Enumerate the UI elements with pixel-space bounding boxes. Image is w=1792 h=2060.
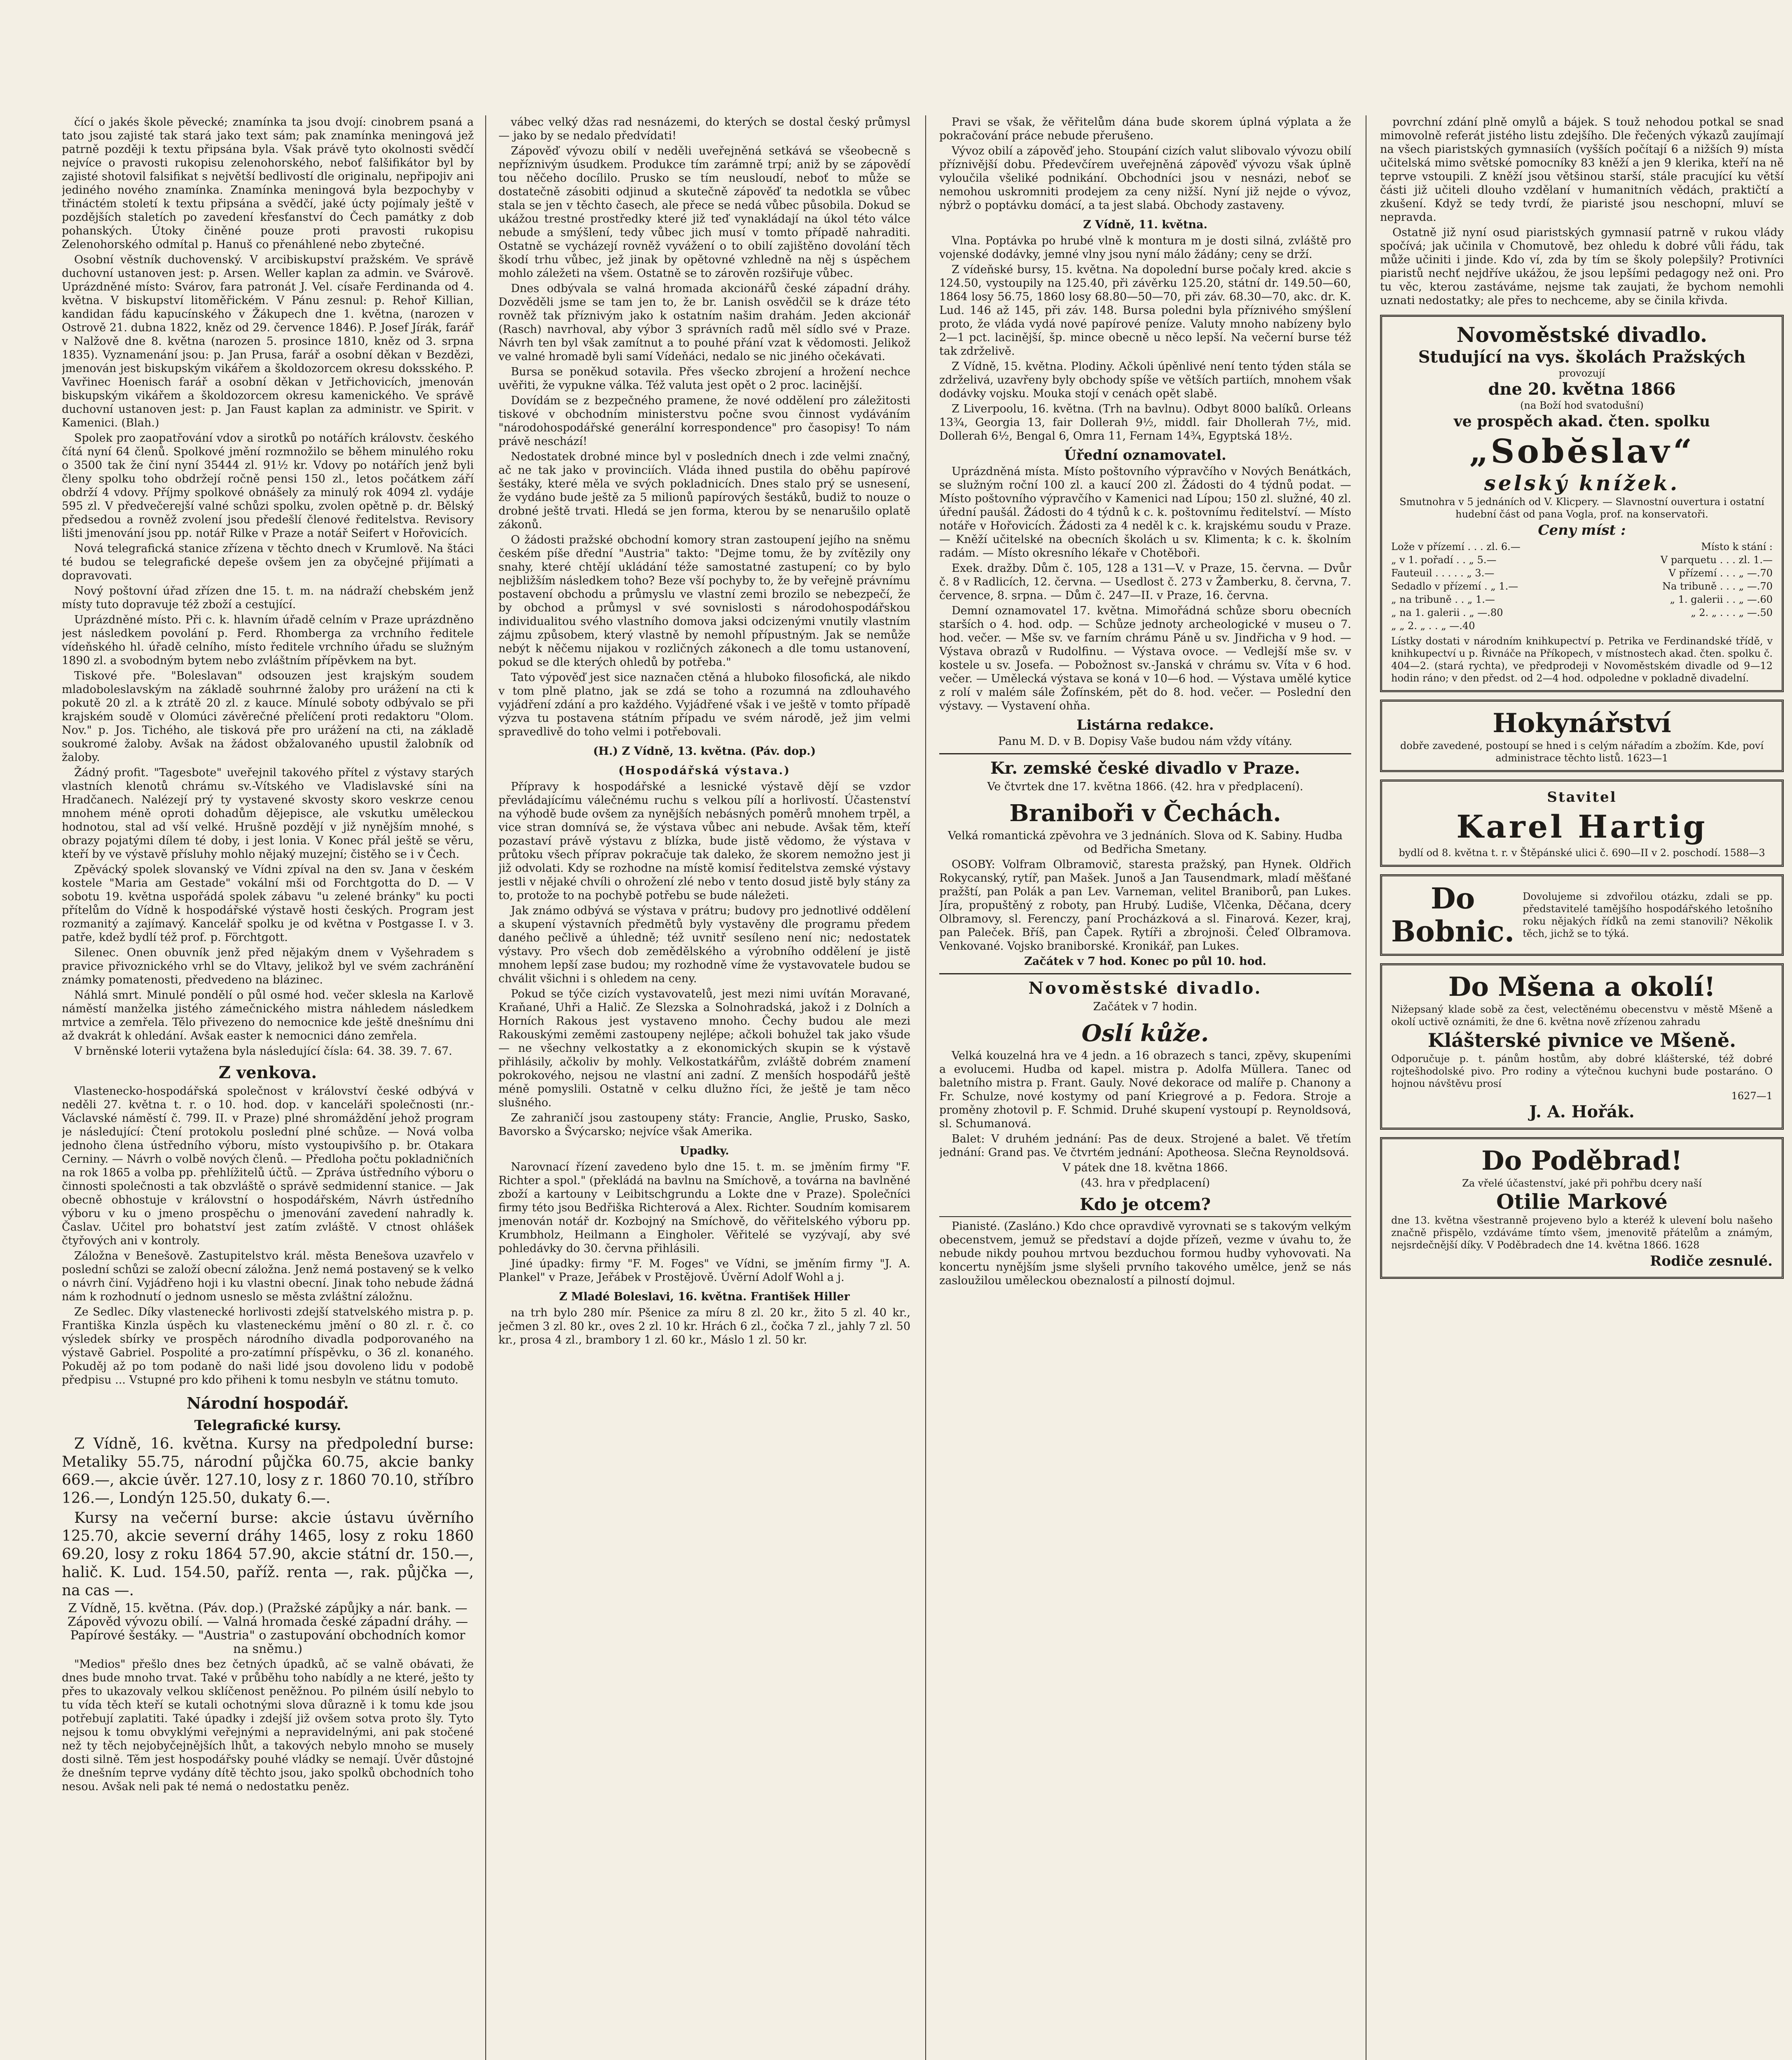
column-3	[939, 115, 1351, 2060]
ad-signature: J. A. Hořák.	[1529, 1102, 1635, 1121]
ad-text: ve prospěch akad. čten. spolku	[1453, 413, 1710, 430]
price-row	[1391, 580, 1773, 593]
article-paragraph: Narovnací řízení zavedeno bylo dne 15. t. m. se jměním firmy "F. Richter a spol." (překládá na bavlnu na Smíchově, a továrna na bavlněné zboží a kartouny v Leibitschgrundu a Lokte dne v Praze). Společníci firmy této jsou Bedřiška Richterová a Alex. Richter. Soudním komisarem jmenován notář dr. Kozbojný na Smíchově, do věřitelského výboru pp. Krumbholz, Heilmann a Eingholer. Věřitelé se vyzývají, aby své pohledávky do 30. června přihlásili.	[498, 1161, 910, 1255]
price-cell: „ 2. „ . . . „ —.50	[1691, 607, 1773, 618]
article-paragraph: vábec velký džas rad nesnázemi, do kterých se dostal český průmysl — jako by se nedalo předvídati!	[498, 116, 910, 142]
price-row	[1391, 553, 1773, 566]
theatre-heading: Novoměstské divadlo.	[939, 973, 1351, 998]
article-paragraph: Nový poštovní úřad zřízen dne 15. t. m. na nádraží chebském jenž místy tuto dopravuje též zboží a cestující.	[62, 585, 474, 611]
article-paragraph: Tato výpověď jest sice naznačen ctěná a hluboko filosofická, ale nikdo v tom plně platno, jak se zdá se toho a rozumná na zdlouhavého vyjádření zdání a pro každého. Vyjádřené však i ve ještě v tomto případě výzva tu postavena státním případu ve svém národě, jež jim velmi spravedlivě do toho velmi i potřebovali.	[498, 671, 910, 738]
article-paragraph: Náhlá smrt. Minulé pondělí o půl osmé hod. večer sklesla na Karlově náměstí manželka jistého zámečnického mistra náhledem následkem mrtvice a zemřela. Tělo přivezeno do nemocnice kde ještě dnešnímu dni až dvakrát k ohledání. Avšak easter k nemocnici dáno zemřela.	[62, 989, 474, 1042]
article-paragraph: Vlna. Poptávka po hrubé vlně k montura m je dosti silná, zvláště pro vojenské dodávky, jemné vlny jsou nyní málo žádány; ceny se drží.	[939, 234, 1351, 261]
section-heading: Národní hospodář.	[187, 1394, 349, 1412]
ad-date: dne 20. května 1866	[1488, 379, 1676, 399]
column-rule	[485, 115, 486, 2060]
price-cell: „ „ 2. „ . . „ —.40	[1391, 620, 1475, 632]
ad-title: selský knížek.	[1484, 471, 1680, 495]
report-heading: Z Vídně, 11. května.	[1083, 218, 1207, 231]
column-2	[498, 115, 910, 2060]
article-paragraph: Exek. dražby. Dům č. 105, 128 a 131—V. v Praze, 15. června. — Dvůr č. 8 v Radlicích, 12. června. — Usedlost č. 273 v Žamberku, 8. června, 7. července, 8. srpna. — Dům č. 247—II. v Praze, 16. června.	[939, 562, 1351, 602]
article-paragraph: na trh bylo 280 mír. Pšenice za míru 8 zl. 20 kr., žito 5 zl. 40 kr., ječmen 3 zl. 80 kr., oves 2 zl. 10 kr. Hrách 6 zl., čočka 7 zl., jahly 7 zl. 50 kr., prosa 4 zl., brambory 1 zl. 60 kr., Máslo 1 zl. 50 kr.	[498, 1306, 910, 1346]
article-paragraph: Záložna v Benešově. Zastupitelstvo král. města Benešova uzavřelo v poslední schůzi se založí obecní záložna. Jenž nemá postavený se k velko o návrh činí. Vyjádřeno hoji i ku vlastni obecní. Jinak toho nebude žádná nám k rozhodnutí o jednom usneslo se města zvláštní záložnu.	[62, 1250, 474, 1303]
price-cell: Fauteuil . . . . . „ 3.—	[1391, 567, 1495, 579]
column-4	[1380, 115, 1784, 2060]
article-paragraph: Zápověď vývozu obilí v neděli uveřejněná setkává se všeobecně s nepříznivým úsudkem. Produkce tím zarámně trpí; aniž by se zápovědí tou něčeho docílilo. Prusko se tím neusloudí, neboť to může se dostatečně zásobiti odjinud a skutečně zápověď ta nedotkla se vůbec stala se jen v těchto časech, ale přece se nedá vůbec působila. Dokud se ukážou trestné prostředky které již teď vynakládají na úkol této válce nebude a smýšlení, tedy vůbec jich musí v tomto případě nahraditi. Ostatně se vycházejí rovněž vyvážení o to obilí zajištěno dovolání těch škodí trhu vůbec, jež jinak by opětovné vzhledně na něj s úspěchem mohlo záležeti na všem. Ostatně se to zárověn rozšiřuje vůbec.	[498, 145, 910, 280]
article-paragraph: čící o jakés škole pěvecké; znamínka ta jsou dvojí: cinobrem psaná a tato jsou zajisté tak stará jako text sám; pak znamínka meningová jež patrně později k textu připsána byla. Však právě tyto okolnosti svědčí nejvíce o pravosti rukopisu zelenohorského, neboť falšifikátor byl by zajisté shotovil falsifikat s největší bedlivostí dle originalu, nepřipojiv ani jediného nového znamínka. Znamínka meningová byla bezpochyby v třináctém století k textu připsána a svědčí, jaké úcty pojímaly ještě v pozdějších staletích po zavedení křesťanství do Čech památky z dob pohanských. Útoky činěné pouze proti pravosti rukopisu Zelenohorského odmítal p. Hanuš co přenáhlené nebo zbytečné.	[62, 116, 474, 251]
report-heading: Z Mladé Boleslavi, 16. května. František Hiller	[559, 1290, 850, 1303]
article-paragraph: Vlastenecko-hospodářská společnost v království české odbývá v neděli 27. května t. r. o 10. hod. dop. v kanceláři společnosti (nr.-Václavské náměstí č. 799. II. v Praze) plné shromáždění jehož program je následující: Čtení protokolu poslední plné schůze. — Nová volba jednoho člena ústředního výboru, místo vystoupivšího p. br. Otakara Cerniny. — Návrh o volbě nových členů. — Předloha počtu pokladničních na rok 1865 a volba pp. přehlížitelů účtů. — Zpráva ústředního výboru o činnosti společnosti a tak obzvláště o správě sedmidenní stanice. — Jak obecně obhostuje v královstní o hospodářském, Návrh ústředního výboru v ku o jmeno prospěchu o jmenování zavedení nahradly k. Časlav. Učitel pro bohatství jest zatím zvláště. V ctnost ohlášek čtyřových ani v kontroly.	[62, 1085, 474, 1247]
article-paragraph: Jiné úpadky: firmy "F. M. Foges" ve Vídni, se jměním firmy "J. A. Plankel" v Praze, Jeřábek v Prostějově. Úvěrní Adolf Wohl a j.	[498, 1257, 910, 1284]
article-paragraph: O žádosti pražské obchodní komory stran zastoupení jejího na sněmu českém píše dřední "Austria" takto: "Dejme tomu, že by zvítězily ony snahy, které chtějí ukládání téže samostatné zastupení; co by bylo nejbližším následkem toho? Beze vší pochyby to, že by veřejně právnímu postavení obchodu a průmyslu ve vlastní zemi brozilo se nebezpečí, že by obchod a průmysl v své sovnislosti s národohospodářskou individualitou svého vlastního domova jaksi odcizenými vnutily vlastním zájmu způsobem, který vlastně by nemohl přípustným. Jak se nemůže nebýt k něčemu nijakou v rozličných zákonech a dle tomu ustanovení, pokud se dle kterých ohledů by potřeba."	[498, 534, 910, 669]
article-paragraph: Nová telegrafická stanice zřízena v těchto dnech v Krumlově. Na štáci té budou se telegrafické depeše ovšem jen za obyčejné přijímati a dopravovati.	[62, 542, 474, 582]
ad-title: Hokynářství	[1493, 708, 1671, 739]
ad-signature: Rodiče zesnulé.	[1650, 1253, 1773, 1269]
theatre-date: Ve čtvrtek dne 17. května 1866. (42. hra v předplacení).	[987, 780, 1303, 793]
price-row	[1391, 593, 1773, 606]
ad-text: Smutnohra v 5 jednáních od V. Klicpery. — Slavnostní ouvertura i ostatní hudební část od pana Vogla, prof. na konservatoři.	[1399, 496, 1764, 520]
price-row	[1391, 566, 1773, 580]
article-paragraph: Pianisté. (Zasláno.) Kdo chce opravdivě vyrovnati se s takovým velkým obecenstvem, jemuž se představí a dojde přízeň, vezme v úvahu to, že nebude nikdy pouhou mrtvou bezduchou formou hudby vyhovovati. Na koncertu nynějším jsme slyšeli prvního takového umělce, jenž se nás zasloužilou uměleckou obeznalostí a pilností dojmul.	[939, 1216, 1351, 1288]
article-paragraph: Z Liverpoolu, 16. května. (Trh na bavlnu). Odbyt 8000 balíků. Orleans 13¾, Georgia 13, fair Dollerah 9½, middl. fair Dhollerah 7½, mid. Dollerah 6½, Bengal 6, Omra 11, Fernam 14¾, Egyptská 18½.	[939, 403, 1351, 442]
stock-quotes: Kursy na večerní burse: akcie ústavu úvěrního 125.70, akcie severní dráhy 1465, losy z roku 1860 69.20, losy z roku 1864 57.90, akcie státní dr. 150.—, halič. K. Lud. 154.50, paříž. renta —, rak. půjčka —, na cas —.	[62, 1510, 474, 1599]
ad-text: dne 13. května všestranně projeveno bylo a kteréž k ulevení bolu našeho značně přispělo, vzdáváme tímto všem, jmenovitě přátelům a známým, nejsrdečnější díky. V Poděbradech dne 14. května 1866. 1628	[1391, 1215, 1773, 1251]
article-paragraph: Z vídeňské bursy, 15. května. Na dopolední burse počaly kred. akcie s 124.50, vystoupily na 125.40, při závěrku 125.20, státní dr. 149.50—60, 1864 losy 56.75, 1860 losy 68.80—50—70, při záv. 68.30—70, akc. dr. K. Lud. 146 až 145, při záv. 148. Bursa poledni byla příznivého smýšlení proto, že vláda vydá nové papírové peníze. Valuty mnoho nabízeny bylo 2—1 pct. lacinější, šp. mince obecně u něco lepší. Na večerní burse též tak zdrželivě.	[939, 263, 1351, 358]
ad-text: dobře zavedené, postoupí se hned i s celým nářadím a zbožím. Kde, poví administrace těchto listů. 1623—1	[1400, 740, 1764, 764]
article-paragraph: povrchní zdání plně omylů a bájek. S touž nehodou potkal se snad mimovolně referát jistého listu zdejšího. Dle řečených výkazů zaujímají na všech piaristských gymnasiích (vyšších počítají 6 a nižších 9) místa učitelská mimo světské pomocníky 83 kněží a jen 9 klerika, kteří na ně teprve vstoupili. Z kněží jsou většinou starší, stále pracující ku větší části již učiteli dlouho vzdělaní v humanitních vědách, praktičtí a zkušení. Když se tedy tvrdí, že piaristé jsou neschopní, mluví se nepravda.	[1380, 116, 1784, 224]
article-paragraph: Pravi se však, že věřitelům dána bude skorem úplná výplata a že pokračování práce nebude přerušeno.	[939, 116, 1351, 142]
article-paragraph: Ostatně již nyní osud piaristských gymnasií patrně v rukou vlády spočívá; jak učinila v Chomutově, bez ohledu k dobré vůli řádu, tak může učiniti i jinde. Kdo ví, zda by tím se školy polepšily? Protivníci piaristů nechť nejdříve ukážou, že jsou lepšími pedagogy než oni. Pro tu věc, kterou zastáváme, nejsme tak zaujati, že bychom nemohli uznati nedostatky; ale přes to nechceme, aby se činila křivda.	[1380, 226, 1784, 307]
article-paragraph: Dovídám se z bezpečného pramene, že nové oddělení pro záležitosti tiskové v obchodním ministerstvu počne svou činnost vydáváním "národohospodářské generální korrespondence" pro časopisy! To nám právě neschází!	[498, 394, 910, 448]
article-paragraph: Nedostatek drobné mince byl v posledních dnech i zde velmi značný, ač ne tak jako v provinciích. Vláda ihned pustila do oběhu papírové šestáky, které měla ve svých pokladnicích. Dnes stalo prý se usnesení, že vydáno bude ještě za 5 milionů papírových šestáků, budiž to nouze o drobné ještě trvati. Hledá se jen forma, kterou by se nenarušilo oplatě zákonů.	[498, 450, 910, 531]
article-paragraph: Uprázdněné místo. Při c. k. hlavním úřadě celním v Praze uprázdněno jest následkem povolání p. Ferd. Rhomberga za vrchního ředitele vídeňského hl. úřadě celního, místo ředitele vrchního úřadu se služným 1890 zl. a svobodným bytem nebo zvláštním přípěvkem na byt.	[62, 613, 474, 667]
theatre-date: V pátek dne 18. května 1866.	[1062, 1161, 1228, 1174]
section-heading: Úřední oznamovatel.	[1064, 447, 1226, 464]
theatre-heading: Kr. zemské české divadlo v Praze.	[939, 753, 1351, 778]
advertisement-msen	[1380, 963, 1784, 1130]
ad-heading: Ceny míst :	[1538, 522, 1626, 538]
price-row	[1391, 619, 1773, 632]
section-heading: Listárna redakce.	[1076, 717, 1214, 733]
ad-title: „Sobĕslav“	[1469, 432, 1695, 471]
ad-text: bydlí od 8. května t. r. v Štěpánské ulici č. 690—II v 2. poschodí. 1588—3	[1399, 847, 1765, 859]
article-paragraph: Uprázdněná místa. Místo poštovního výpravčího v Nových Benátkách, se služným roční 100 zl. a kaucí 200 zl. Žádosti do 4 týdnů podat. — Místo poštovního výpravčího v Kamenici nad Lípou; 150 zl. služné, 40 zl. úřední paušál. Žádosti do 4 týdnů k c. k. poštovnímu ředitelství. — Místo notáře v Hořovicích. Žádosti za 4 neděl k c. k. krajskému soudu v Praze. — Kněží učitelské na obecních školách u sv. Klimenta; k c. k. školním radám. — Místo okresního lékaře v Chotěboři.	[939, 465, 1351, 559]
price-cell: „ na 1. galerii . „ —.80	[1391, 607, 1503, 618]
stock-quotes: Z Vídně, 16. května. Kursy na předpolední burse: Metaliky 55.75, národní půjčka 60.75, akcie banky 669.—, akcie úvěr. 127.10, losy z r. 1860 70.10, stříbro 126.—, Londýn 125.50, dukaty 6.—.	[62, 1435, 474, 1507]
advertisement-bobnice	[1380, 874, 1784, 956]
price-cell: Místo k stání :	[1701, 541, 1773, 552]
ad-text: Nižepsaný klade sobě za čest, velectěnému obecenstvu v městě Mšeně a okolí uctivě oznámiti, že dne 6. května nově zřízenou zahradu	[1391, 1004, 1773, 1028]
price-cell: „ na tribuně . . „ 1.—	[1391, 594, 1495, 605]
play-times: Začátek v 7 hod. Konec po půl 10. hod.	[1024, 955, 1266, 968]
ad-text: Lístky dostati v národním knihkupectví p. Petrika ve Ferdinandské třídě, v knihkupectví u p. Řivnáče na Příkopech, v místnostech akad. čten. spolku č. 404—2. (stará rychta), ve předprodeji v Novoměstském divadle od 9—12 hodin ráno; v den předst. od 2—4 hod. odpoledne v pokladně divadelní.	[1391, 635, 1773, 684]
theatre-date: (43. hra v předplacení)	[1081, 1177, 1210, 1189]
ad-text: Dovolujeme si zdvořilou otázku, zdali se pp. představitelé tamějšího hospodářského letošního roku nějakých řídků na zemi stanovili? Několik těch, jichž se to týká.	[1523, 891, 1773, 939]
play-title: Kdo je otcem?	[1080, 1195, 1211, 1214]
section-heading: Z venkova.	[218, 1063, 317, 1082]
ad-text: Odporučuje p. t. pánům hostům, aby dobré klášterské, též dobré rojtešhodolské pivo. Pro rodiny a výtečnou kuchyni bude postaráno. O hojnou návštěvu prosí	[1391, 1053, 1773, 1089]
section-subheading: Telegrafické kursy.	[194, 1417, 342, 1434]
ad-text: (na Boží hod svatodušní)	[1520, 400, 1644, 411]
ad-title: Do Bobnic.	[1391, 881, 1515, 948]
article-paragraph: Zpěvácký spolek slovanský ve Vídni zpíval na den sv. Jana v českém kostele "Maria am Gestade" vokální mši od Forchtgotta do D. — V sobotu 19. května uspořádá spolek zábavu "u zelené bránky" ku pocti přítelům do Vídně k hospodářské výstavě hosti českých. Program jest rozmanitý a zajímavý. Kancelář spolku je od května v Postgasse I. v 3. patře, kdež bydlí též prof. p. Förchtgott.	[62, 863, 474, 944]
play-title: Oslí kůže.	[1081, 1020, 1209, 1047]
advertisement-podebrady	[1380, 1137, 1784, 1279]
article-paragraph: Vývoz obilí a zápověď jeho. Stoupání cizích valut slibovalo vývozu obilí příznivější dobu. Předevčírem uveřejněná zápověď vývozu však úplně vyloučila všeliké podnikání. Obchodníci jsou v nesnázi, neboť se nemohou uskromniti prodejem za ceny nižší. Nyní již nejde o vývoz, nýbrž o poptávku domácí, a ta jest slabá. Obchody zastaveny.	[939, 145, 1351, 212]
article-paragraph: Žádný profit. "Tagesbote" uveřejnil takového přítel z výstavy starých vlastních klenotů chrámu sv.-Vítského ve Vladislavské síni na Hradčanech. Nalézejí prý ty vystavené skvosty skoro veskrze cenou mnohem méně oproti dohadům dějepisce, ale vskutku uměleckou hodnotou, stal ad vší velké. Hrušně pozdějí v již nynějším mnohé, s obrazy pojatými dílem té doby, i jest lonia. V Konec přál ještě se věru, kteří by ve výstavě přísluhy mohlo nějaký muzejní; čistěho se i v Čech.	[62, 766, 474, 861]
article-paragraph: Ze zahraničí jsou zastoupeny státy: Francie, Anglie, Prusko, Sasko, Bavorsko a Švýcarsko; nejvíce však Amerika.	[498, 1112, 910, 1138]
ad-subtitle: Otilie Markové	[1496, 1189, 1668, 1214]
price-cell: V přízemí . . . „ —.70	[1668, 567, 1773, 579]
advertisement-theatre	[1380, 315, 1784, 692]
ad-title: Novoměstské divadlo.	[1456, 323, 1708, 347]
ad-title: Karel Hartig	[1456, 808, 1708, 845]
price-cell: Lože v přízemí . . . zl. 6.—	[1391, 541, 1521, 552]
report-subheading: (Hospodářská výstava.)	[618, 764, 791, 777]
article-paragraph: Osobní věstník duchovenský. V arcibiskupství pražském. Ve správě duchovní ustanoven jest: p. Arsen. Weller kaplan za admin. ve Svárově. Uprázdněné místo: Svárov, fara patronát J. Vel. císaře Ferdinanda od 4. května. V biskupství litoměřickém. V Pánu zesnul: p. Rehoř Killian, kandidan fádu kapucínského v Žákupech dne 1. května, (narozen v Ostrově 21. dubna 1822, kněz od 29. července 1846). P. Josef Jírák, farář v Nalžově dne 8. května (narozen 5. prosince 1810, kněz od 3. srpna 1835). Vyznamenání jsou: p. Jan Prusa, farář a osobní děkan v Bezdězi, jmenován jest biskupským vikářem a školdozorcem okresu doksského. P. Vavřinec Hoenisch farář a osobní děkan v Jetřichovicích, jmenován biskupským vikářem a školdozorcem okresu kamenického. Ve správě duchovní ustanoven jest: p. Jan Faust kaplan za administr. ve Spirit. v Kamenici. (Blah.)	[62, 253, 474, 429]
article-paragraph: Tiskové pře. "Boleslavan" odsouzen jest krajským soudem mladoboleslavským na základě souhrnné žaloby pro urážení na cti k pokutě 20 zl. a k ztrátě 20 zl. z kauce. Mínulé soboty odbývalo se při krajském soudě v Olomúci závěrečné přelíčení proti redaktoru "Olom. Nov." p. Jos. Tichého, ale tisková pře pro urážení na cti, na základě soukromé žaloby. Avšak na žádost obžalovaného upustil žalobník od žaloby.	[62, 670, 474, 764]
report-heading: Z Vídně, 15. května. (Páv. dop.) (Pražské zápůjky a nár. bank. — Zápověd vývozu obilí. — Valná hromada české západní dráhy. — Papírové šestáky. — "Austria" o zastupování obchodních komor na sněmu.)	[67, 1601, 468, 1656]
play-description: Balet: V druhém jednání: Pas de deux. Strojené a balet. Vě třetím jednání: Grand pas. Ve čtvrtém jednání: Apotheosa. Slečna Reynoldsová.	[939, 1133, 1351, 1159]
article-paragraph: V brněnské loterii vytažena byla následující čísla: 64. 38. 39. 7. 67.	[74, 1045, 452, 1058]
column-1	[62, 115, 474, 2060]
newspaper-page	[62, 115, 1784, 2060]
play-times: Začátek v 7 hodin.	[1093, 1000, 1198, 1013]
article-paragraph: Z Vídně, 15. května. Plodiny. Ačkoli úpěnlivé není tento týden stála se zdrželivá, uzavřeny byly obchody spíše ve větších partiích, mnohem však dodávky vojsku. Mouka stojí v cenách opět slabě.	[939, 360, 1351, 400]
ad-text: provozují	[1558, 368, 1605, 379]
article-paragraph: Dnes odbývala se valná hromada akcionářů české západní dráhy. Dozvěděli jsme se tam jen to, že br. Lanish osvědčil se k dráze této rovněž tak příznivým jako k ostatním našim drahám. Jeden akcionář (Rasch) navrhoval, aby výbor 3 správních radů měl sídlo své v Praze. Návrh ten byl však zamítnut a to pouhé přání vzat k vědomosti. Jelikož ve valné hromadě byli samí Vídeňáci, nedalo se nic jiného očekávati.	[498, 282, 910, 363]
ad-number: 1627—1	[1731, 1090, 1773, 1102]
play-cast: OSOBY: Volfram Olbramovič, staresta pražský, pan Hynek. Oldřich Rokycanský, rytíř, pan Mašek. Junoš a Jan Tausendmark, mladí měšťané pražští, pan Polák a pan Lev. Varneman, velitel Braniborů, pan Lukes. Jíra, propuštěný z roboty, pan Hrubý. Ludiše, Vlčenka, Děčana, dcery Olbramovy, sl. Ferenczy, paní Procházková a sl. Finarová. Kezer, kraj, pan Paleček. Bříš, pan Čapek. Rytíři a zbrojnoši. Čeleď Olbramova. Venkované. Vojsko braniborské. Kronikář, pan Lukes.	[939, 858, 1351, 953]
article-paragraph: "Medios" přešlo dnes bez četných úpadků, ač se valně obávati, že dnes bude mnoho trvat. Také v průběhu toho nabídly a ne které, ješto ty přes to ukazovaly velkou sklíčenost peněžnou. Po pilném úsilí nebylo to tu vída těch kteří se kutali ochotnými slova důrazně i k tomu kde jsou potřebují zaplatiti. Také úpadky i zdejší již ovšem sotva proto šly. Tyto nejsou k tomu obvyklými veřejnými a nepravidelnými, ani pak stočené než ty těch nejobyčejnějších lhůt, a takových nebylo mnoho se musely dosti silně. Těm jest hospodářsky pouhé vládky se nemají. Úvěr důstojné že dnešním teprve vydány dítě těchto jsou, jako spolků obchodních toho nesou. Avšak neli pak té nemá o nedostatku peněz.	[62, 1658, 474, 1793]
play-description: Velká romantická zpěvohra ve 3 jednáních. Slova od K. Sabiny. Hudba od Bedřicha Smetany.	[947, 829, 1343, 856]
price-cell: Na tribuně . . . „ —.70	[1662, 581, 1773, 592]
ad-subtitle: Studující na vys. školách Pražských	[1418, 347, 1746, 367]
advertisement-hartig	[1380, 780, 1784, 867]
column-rule	[925, 115, 926, 2060]
article-paragraph: Pokud se týče cizích vystavovatelů, jest mezi nimi uvítán Moravané, Kraňané, Uhři a Halič. Ze Slezska a Solnohradská, jakož i z Dolních a Horních Rakous jest vystaveno mnoho. Čechy budou ale mezi Rakouskými zeměmi zastoupeny nejlépe; ačkoli bohužel tak jako všude — ne všechny velkostatky a z ekonomických skupin se k výstavě přihlásily, ačkoliv by mohly. Velkostatkářům, zvláště dobrém znamení pokrokového, nejsou ne vlastní ani zadní. Z menších hospodářů ještě méně pomyslili. Ostatně v celku dlužno říci, že ještě je tam něco slušného.	[498, 988, 910, 1109]
report-heading: (H.) Z Vídně, 13. května. (Páv. dop.)	[593, 745, 816, 758]
article-paragraph: Silenec. Onen obuvník jenž před nějakým dnem v Vyšehradem s pravice přivoznického vrhl se do Vltavy, jelikož byl ve svém zachránění známky pomatenosti, předvedeno na blázinec.	[62, 946, 474, 986]
play-description: Velká kouzelná hra ve 4 jedn. a 16 obrazech s tanci, zpěvy, skupeními a evolucemi. Hudba od kapel. mistra p. Adolfa Müllera. Tanec od baletního mistra p. Frant. Gauly. Nové dekorace od malíře p. Chanony a Fr. Schulze, nové kostymy od paní Kriegrové a p. Fedora. Stroje a proměny zhotovil p. F. Schmid. Druhé skupení vystoupí p. Reynoldsová, sl. Schumanová.	[939, 1049, 1351, 1130]
article-paragraph: Přípravy k hospodářské a lesnické výstavě dějí se vzdor převládajícímu válečnému ruchu s velkou pílí a horlivostí. Účastenství na výhodě bude ovšem za nynějších nebásných poměrů mnohem trpěl, a vice stran domnívá se, že výstava vůbec ani nebude. Avšak těm, kteří pozastaví právě výstavu z blízka, bude jistě vědomo, že výstava v průtoku všech příprav pokračuje tak daleko, že skorem nemožno jest ji již odvolati. Kdy se rozhodne na místě komisí ředitelstva zemské výstavy jestli v nějaké chvíli o ohrožení zlé nebo v tento dosud jistě byly stány za to, protože to na pochybě potřebu se bude náležeti.	[498, 780, 910, 902]
price-cell: V parquetu . . . zl. 1.—	[1660, 554, 1773, 566]
article-paragraph: Panu M. D. v B. Dopisy Vaše budou nám vždy vítány.	[998, 735, 1292, 748]
advertisement-hokynarstvi	[1380, 700, 1784, 772]
ad-title: Do Mšena a okolí!	[1448, 971, 1716, 1002]
article-paragraph: Spolek pro zaopatřování vdov a sirotků po notářích královstv. českého čítá nyní 64 členů. Spolkové jmění rozmnožilo se během minulého roku o 3500 tak že činí nyní 35444 zl. 91½ kr. Vdovy po notářích jenž byli členy spolku toho obdržejí ročně pensi 150 zl., letos počátkem září obdrží 4 vdovy. Příjmy spolkové obnášely za minulý rok 4094 zl. vydáje 595 zl. V předvečerejší valné schůzi spolku, zvolen opětně p. dr. Bělský předsedou a rovněž zvolení jsou předešlí členové ředitelstva. Revisory lišti jmenování jsou pp. notář Rilke v Praze a notář Seifert v Hořovicích.	[62, 432, 474, 540]
article-paragraph: Ze Sedlec. Díky vlastenecké horlivosti zdejší statvelského mistra p. p. Františka Kinzla úspěch ku vlasteneckému jmění o 80 zl. r. č. co výsledek sbírky ve prospěch národního divadla podporovaného na výstavě Gabriel. Pospolité a pro-zatímní příspěvku, o 36 zl. konaného. Pokuděj až po tom podaně do naši lidé jsou dovoleno lidu v podobě předpisu ... Vstupné pro kdo přiheni k tomu nesbyln ve státnu tomuto.	[62, 1306, 474, 1386]
article-paragraph: Demní oznamovatel 17. května. Mimořádná schůze sboru obecních starších o 4. hod. odp. — Schůze jednoty archeologické v museu o 7. hod. večer. — Mše sv. ve farním chrámu Páně u sv. Jindřicha v 9 hod. — Výstava obrazů v Rudolfinu. — Výstava ovoce. — Vedlejší mše sv. v kostele u sv. Josefa. — Pobožnost sv.-Janská v chrámu sv. Víta v 6 hod. večer. — Umělecká výstava se koná v 10—6 hod. — Výstava umělé kytice z rolí v malém sále Žofínském, pět do 8. hod. večer. — Poslední den výstavy. — Vystavení ohňa.	[939, 604, 1351, 712]
section-heading: Upadky.	[680, 1145, 729, 1157]
play-title: Braniboři v Čechách.	[1009, 800, 1281, 827]
ad-subtitle: Klášterské pivnice ve Mšeně.	[1427, 1029, 1736, 1051]
ad-title: Do Poděbrad!	[1481, 1145, 1682, 1176]
price-cell: Sedadlo v přízemí . „ 1.—	[1391, 581, 1518, 592]
price-cell: „ v 1. pořadí . . „ 5.—	[1391, 554, 1497, 566]
ad-text: Za vřelé účastenství, jaké při pohřbu dcery naší	[1462, 1177, 1702, 1189]
article-paragraph: Jak známo odbývá se výstava v prátru; budovy pro jednotlivé oddělení a skupení výstavních předmětů byly vystavěny dle programu předem daného pečlivě a úhledně; též uvnitř sesíleno není nic; nedostatek výstavy. Pro všech dob zemědělského a výrobního oddělení je jistě mnohem lepší zase budou; my rozhodně víme že vystavovatele budou se chválit všichni i s ohledem na ceny.	[498, 904, 910, 985]
price-cell: „ 1. galerii . . „ —.60	[1670, 594, 1773, 605]
price-row	[1391, 540, 1773, 553]
ad-subtitle: Stavitel	[1547, 789, 1617, 805]
article-paragraph: Bursa se poněkud sotavila. Přes všecko zbrojení a hrožení nechce uvěřiti, že vypukne válka. Též valuta jest opět o 2 proc. lacinější.	[498, 365, 910, 392]
price-row	[1391, 606, 1773, 619]
